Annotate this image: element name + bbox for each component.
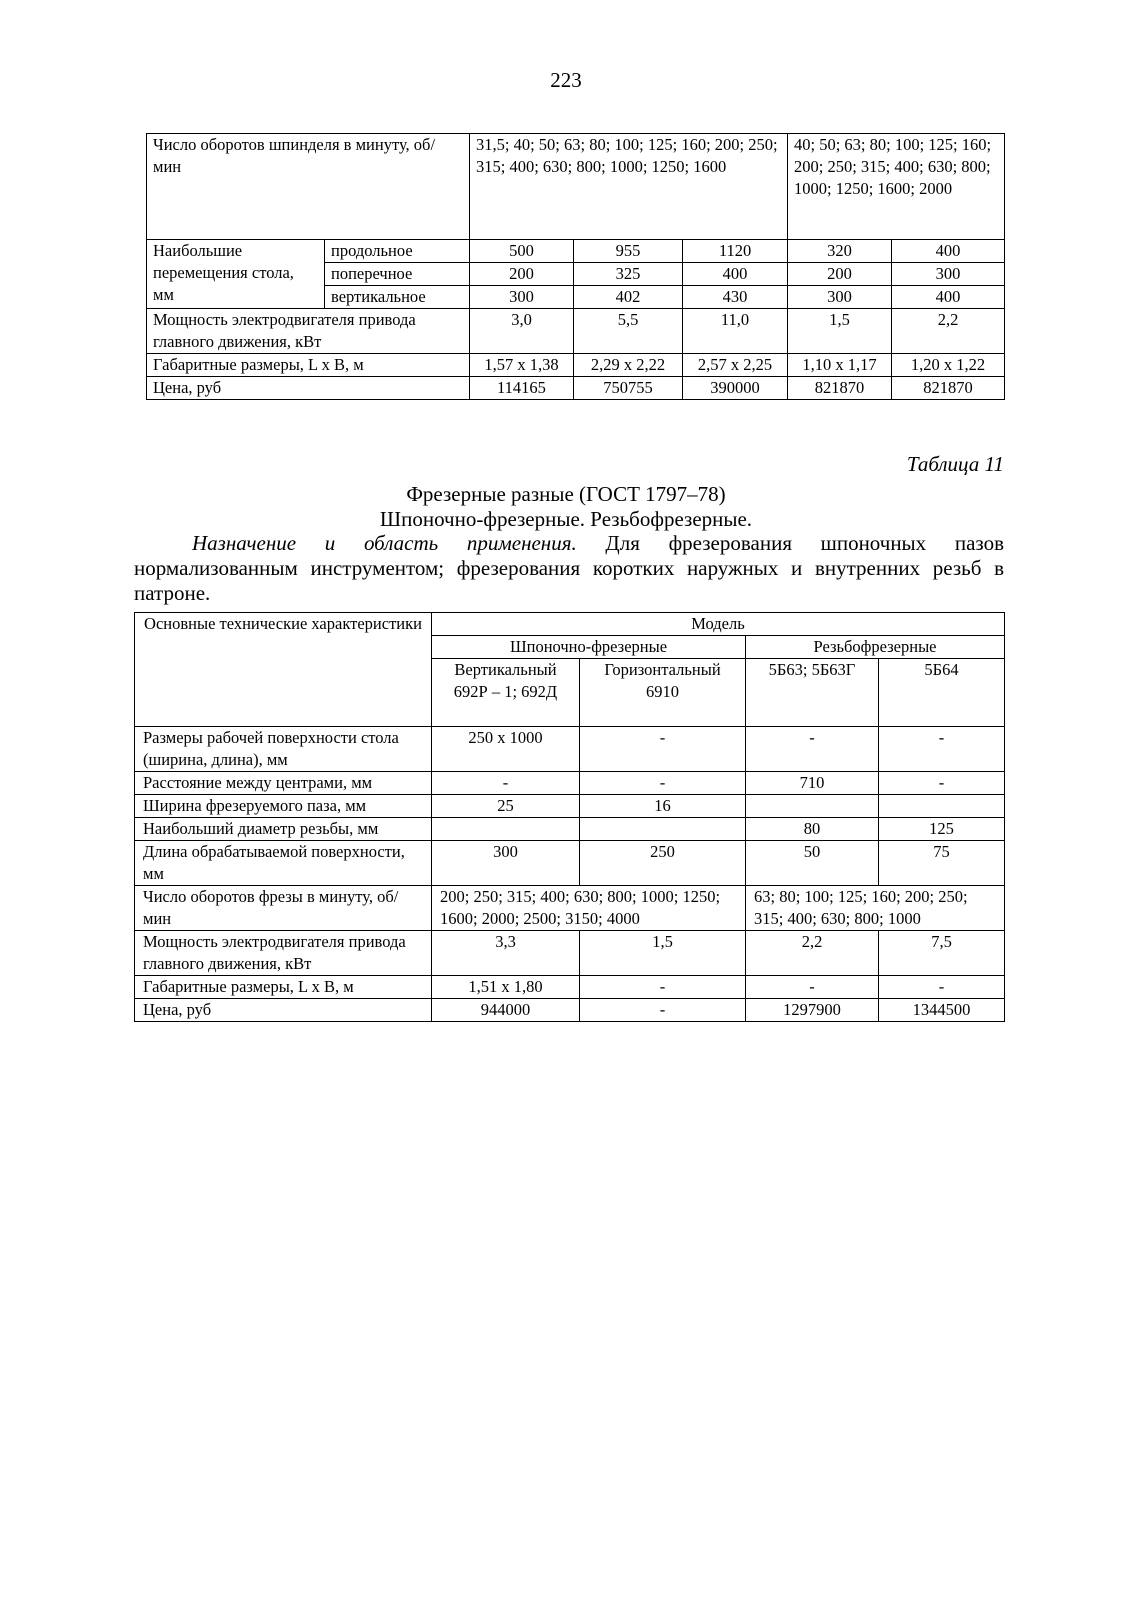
row-label: Ширина фрезеруемого паза, мм [135, 795, 432, 818]
row-label: Наибольшие перемещения стола, мм [147, 240, 325, 309]
table11 [134, 612, 1005, 1022]
table-cell: 390000 [683, 377, 788, 400]
row-label: Мощность электродвигателя привода главного движения, кВт [135, 931, 432, 976]
table-cell: - [879, 727, 1005, 772]
table-cell: 200 [470, 263, 574, 286]
table-title: Фрезерные разные (ГОСТ 1797–78) [406, 482, 726, 506]
intro-italic: Назначение и область применения. [192, 531, 577, 555]
table-cell: 250 [580, 841, 746, 886]
table-row [135, 795, 1005, 818]
table-cell: 955 [574, 240, 683, 263]
row-label: Мощность электродвигателя привода главного движения, кВт [147, 309, 470, 354]
table-cell: 1,10 x 1,17 [788, 354, 892, 377]
table-cell: 710 [746, 772, 879, 795]
model-header: Модель [432, 613, 1005, 636]
table-cell: 750755 [574, 377, 683, 400]
table-cell: 1,5 [580, 931, 746, 976]
characteristics-header: Основные технические характеристики [135, 613, 432, 727]
table-cell: 300 [470, 286, 574, 309]
table-cell: 300 [892, 263, 1005, 286]
cutter-speed-key: 200; 250; 315; 400; 630; 800; 1000; 1250; 1600; 2000; 2500; 3150; 4000 [432, 886, 746, 931]
table-cell: - [746, 976, 879, 999]
table-cell: 3,3 [432, 931, 580, 976]
table-cell: 11,0 [683, 309, 788, 354]
table-cell: 821870 [788, 377, 892, 400]
table-cell [580, 818, 746, 841]
table-cell: 3,0 [470, 309, 574, 354]
table-row [147, 377, 1005, 400]
table-cell [432, 818, 580, 841]
table-cell: 80 [746, 818, 879, 841]
table-cell: 1,20 x 1,22 [892, 354, 1005, 377]
table-cell: 2,57 x 2,25 [683, 354, 788, 377]
table-cell: - [580, 727, 746, 772]
table-cell: 200 [788, 263, 892, 286]
table-cell: 821870 [892, 377, 1005, 400]
table-cell [879, 795, 1005, 818]
row-label: Габаритные размеры, L x B, м [147, 354, 470, 377]
page-number: 223 [550, 68, 582, 92]
table-cell: 1120 [683, 240, 788, 263]
table-row [135, 976, 1005, 999]
table-row [135, 999, 1005, 1022]
axis-label: вертикальное [325, 286, 470, 309]
table-cell: 1,57 x 1,38 [470, 354, 574, 377]
model-header-cell: 5Б64 [879, 659, 1005, 727]
group-thread-header: Резьбофрезерные [746, 636, 1005, 659]
table-cell: 1344500 [879, 999, 1005, 1022]
row-label: Число оборотов фрезы в минуту, об/мин [135, 886, 432, 931]
row-label: Размеры рабочей поверхности стола (ширина, длина), мм [135, 727, 432, 772]
table-row [135, 772, 1005, 795]
spindle-speed-group2: 40; 50; 63; 80; 100; 125; 160; 200; 250; 315; 400; 630; 800; 1000; 1250; 1600; 2000 [788, 134, 1005, 240]
row-label: Число оборотов шпинделя в минуту, об/мин [147, 134, 470, 240]
table-cell: - [580, 772, 746, 795]
model-header-cell: 5Б63; 5Б63Г [746, 659, 879, 727]
row-label: Цена, руб [135, 999, 432, 1022]
table-row [147, 309, 1005, 354]
table-cell: 50 [746, 841, 879, 886]
table-cell: - [432, 772, 580, 795]
table-cell: 16 [580, 795, 746, 818]
table-cell: - [580, 999, 746, 1022]
table-cell: 2,2 [892, 309, 1005, 354]
axis-label: продольное [325, 240, 470, 263]
cutter-speed-thread: 63; 80; 100; 125; 160; 200; 250; 315; 400; 630; 800; 1000 [746, 886, 1005, 931]
table-cell: 1,51 x 1,80 [432, 976, 580, 999]
table-cell: - [879, 976, 1005, 999]
row-label: Длина обрабатываемой поверхности, мм [135, 841, 432, 886]
table-cell: 400 [683, 263, 788, 286]
table-cell: 250 x 1000 [432, 727, 580, 772]
table-row [147, 134, 1005, 240]
table-cell: 430 [683, 286, 788, 309]
table-cell: 400 [892, 240, 1005, 263]
table-row [135, 931, 1005, 976]
table-row [147, 240, 1005, 263]
table-cell: 300 [432, 841, 580, 886]
intro-paragraph [134, 531, 1004, 606]
table-cell: - [746, 727, 879, 772]
table-row [135, 818, 1005, 841]
table-cell: 75 [879, 841, 1005, 886]
table-row [135, 886, 1005, 931]
table-cell: 25 [432, 795, 580, 818]
table-cell: 400 [892, 286, 1005, 309]
table-cell: - [580, 976, 746, 999]
table-row [135, 841, 1005, 886]
table-cell: 500 [470, 240, 574, 263]
table-cell: 1,5 [788, 309, 892, 354]
table-cell: 402 [574, 286, 683, 309]
row-label: Цена, руб [147, 377, 470, 400]
table-cell: 944000 [432, 999, 580, 1022]
table-row [135, 727, 1005, 772]
continued-spec-table [146, 133, 1005, 400]
table-cell: - [879, 772, 1005, 795]
table-cell: 1297900 [746, 999, 879, 1022]
row-label: Габаритные размеры, L x B, м [135, 976, 432, 999]
row-label: Расстояние между центрами, мм [135, 772, 432, 795]
table-cell: 2,29 x 2,22 [574, 354, 683, 377]
axis-label: поперечное [325, 263, 470, 286]
table-cell: 2,2 [746, 931, 879, 976]
row-label: Наибольший диаметр резьбы, мм [135, 818, 432, 841]
table-header-row [135, 613, 1005, 636]
table-cell [746, 795, 879, 818]
intro-text: Для фрезерования шпоночных пазов нормализованным инструментом; фрезерования коротких наружных и внутренних резьб в патроне. [134, 531, 1005, 605]
table-subtitle: Шпоночно-фрезерные. Резьбофрезерные. [379, 507, 753, 531]
table-label: Таблица 11 [906, 452, 1004, 476]
table-cell: 300 [788, 286, 892, 309]
group-key-header: Шпоночно-фрезерные [432, 636, 746, 659]
table-cell: 125 [879, 818, 1005, 841]
table-row [147, 354, 1005, 377]
spindle-speed-group1: 31,5; 40; 50; 63; 80; 100; 125; 160; 200; 250; 315; 400; 630; 800; 1000; 1250; 1600 [470, 134, 788, 240]
table-cell: 5,5 [574, 309, 683, 354]
table-cell: 114165 [470, 377, 574, 400]
model-header-cell: Вертикальный 692Р – 1; 692Д [432, 659, 580, 727]
table-cell: 320 [788, 240, 892, 263]
table-cell: 325 [574, 263, 683, 286]
table-cell: 7,5 [879, 931, 1005, 976]
model-header-cell: Горизонтальный 6910 [580, 659, 746, 727]
